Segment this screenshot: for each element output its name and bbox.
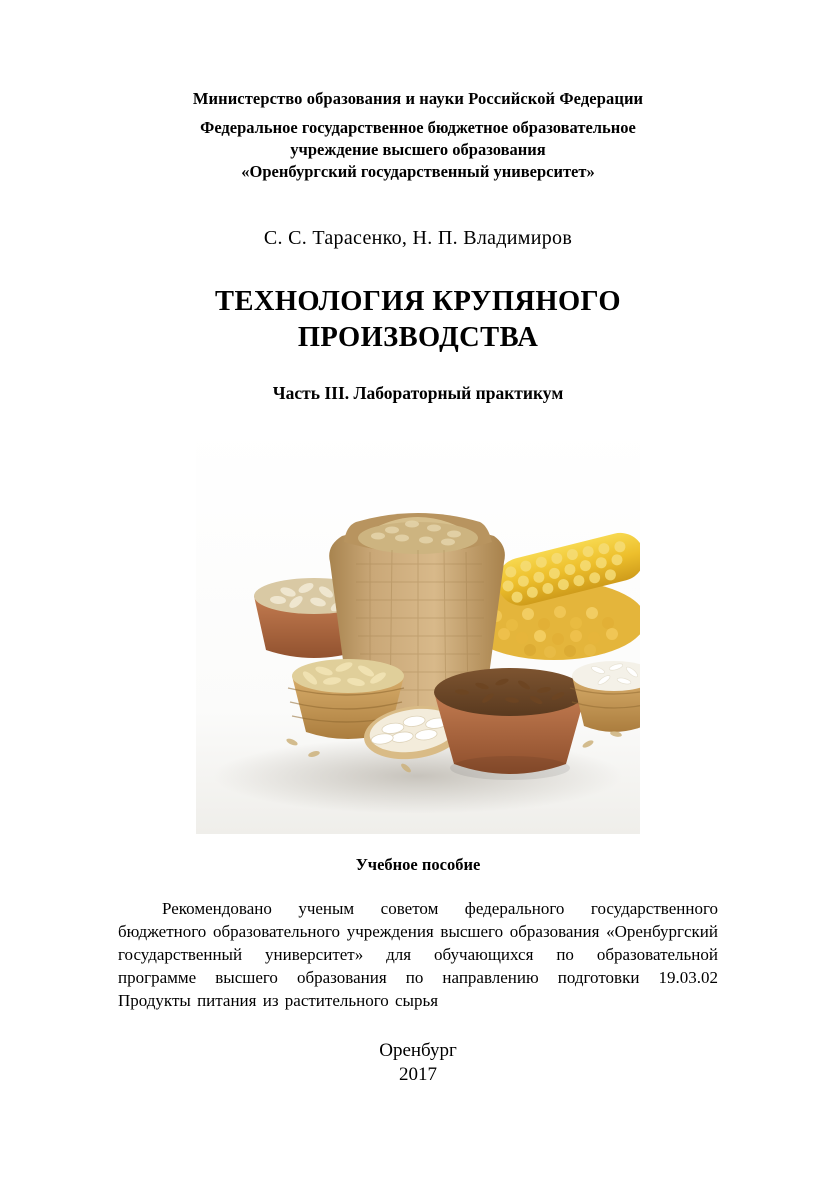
ministry-heading (118, 88, 718, 183)
title-line-2: ПРОИЗВОДСТВА (297, 322, 539, 354)
ministry-line-3: учреждение высшего образования (290, 139, 546, 159)
authors: С. С. Тарасенко, Н. П. Владимиров (263, 226, 573, 249)
cover-photo (196, 424, 640, 834)
ministry-line-2: Федеральное государственное бюджетное образовательное (200, 117, 636, 137)
cover-photo-illustration (196, 424, 640, 834)
page-title (118, 284, 718, 357)
publication-city: Оренбург (379, 1040, 457, 1062)
book-type-label: Учебное пособие (355, 854, 481, 874)
part-label: Часть III. Лабораторный практикум (272, 382, 564, 403)
ministry-line-1: Министерство образования и науки Российской Федерации (192, 89, 644, 108)
ministry-line-4: «Оренбургский государственный университет» (241, 161, 595, 181)
title-line-1: ТЕХНОЛОГИЯ КРУПЯНОГО (215, 285, 621, 317)
publication-year: 2017 (399, 1063, 437, 1085)
recommendation-paragraph: Рекомендовано ученым советом федерального государственного бюджетного образовательного учреждения высшего образования «Оренбургский государственный университет» для обучающихся по образовательной программе высшего образования по направлению подготовки 19.03.02 Продукты питания из растительного сырья (118, 898, 718, 1011)
